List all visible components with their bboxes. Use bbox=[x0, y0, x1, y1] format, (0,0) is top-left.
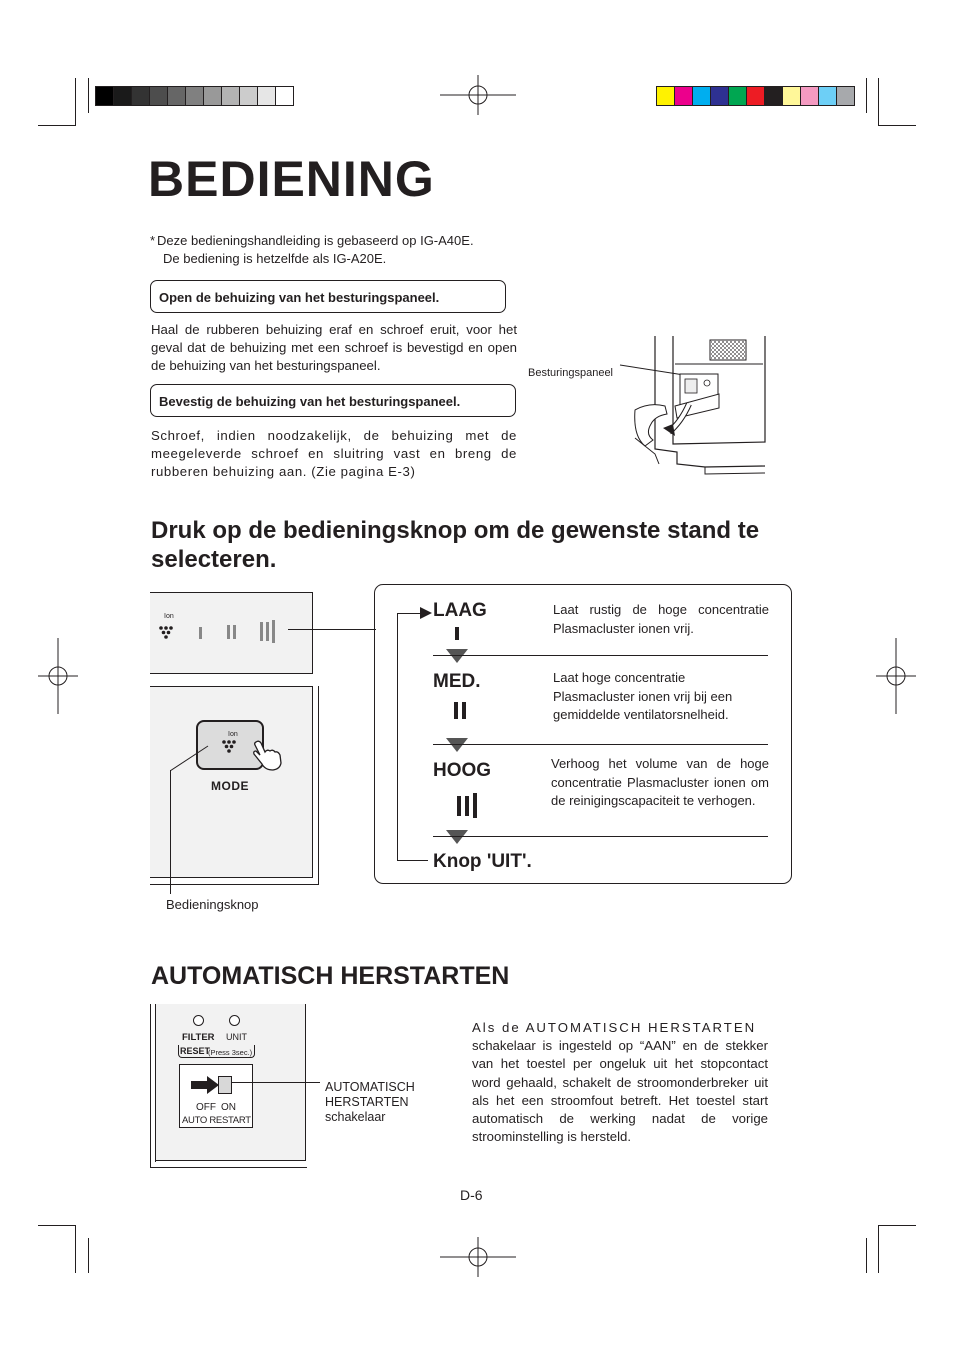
color-swatch bbox=[693, 87, 711, 105]
unit-label: UNIT bbox=[226, 1032, 247, 1042]
stand-med-bars bbox=[462, 702, 466, 719]
reset-hint: (Press 3sec.) bbox=[208, 1048, 253, 1057]
auto-restart-switch[interactable] bbox=[218, 1076, 232, 1094]
panel-label: Besturingspaneel bbox=[528, 367, 614, 379]
ion-label: Ion bbox=[228, 731, 238, 738]
crop-mark bbox=[866, 1238, 867, 1273]
crop-mark bbox=[878, 1225, 916, 1226]
stand-high-desc: Verhoog het volume van de hoge concentratie Plasmacluster ionen om de reinigingscapaciteit te verhogen. bbox=[551, 756, 769, 808]
level-med-indicator bbox=[227, 625, 230, 639]
panel-frame-line bbox=[318, 686, 319, 884]
crop-mark bbox=[38, 1225, 76, 1226]
color-swatch bbox=[801, 87, 819, 105]
stand-high-bars bbox=[457, 796, 461, 816]
filter-label: FILTER bbox=[182, 1032, 215, 1043]
pointing-hand-icon bbox=[250, 738, 284, 772]
color-swatch bbox=[819, 87, 837, 105]
color-swatch bbox=[783, 87, 801, 105]
stand-low-bars bbox=[455, 627, 459, 640]
level-med-indicator bbox=[233, 625, 236, 639]
color-swatch bbox=[96, 87, 114, 105]
mode-label: MODE bbox=[211, 779, 249, 793]
connector-line bbox=[288, 629, 376, 630]
cycle-line bbox=[397, 613, 398, 860]
arrow-down-icon bbox=[446, 738, 468, 752]
off-label: OFF bbox=[196, 1102, 216, 1113]
page-number: D-6 bbox=[460, 1187, 483, 1203]
crop-mark bbox=[878, 125, 916, 126]
level-high-indicator bbox=[266, 622, 269, 641]
panel-frame-line bbox=[150, 884, 319, 885]
fix-panel-text: Schroef, indien noodzakelijk, de behuizing met de meegeleverde schroef en sluitring vast en breng de rubberen behuizing aan. (Zie pagina E-3) bbox=[151, 428, 517, 479]
level-high-indicator bbox=[260, 622, 263, 641]
stand-high-label: HOOG bbox=[433, 760, 492, 781]
color-swatch bbox=[168, 87, 186, 105]
stand-med-desc: Laat hoge concentratie Plasmacluster ionen vrij bij een gemiddelde ventilatorsnelheid. bbox=[553, 670, 733, 722]
ion-label: Ion bbox=[164, 613, 174, 620]
filter-indicator-light bbox=[193, 1015, 204, 1026]
crop-mark bbox=[75, 78, 76, 126]
stand-low-label: LAAG bbox=[433, 600, 487, 621]
stand-med-bars bbox=[454, 702, 458, 719]
color-swatch bbox=[711, 87, 729, 105]
arrow-right-icon bbox=[191, 1076, 221, 1094]
plasmacluster-icon bbox=[220, 738, 242, 760]
auto-restart-heading: AUTOMATISCH HERSTARTEN bbox=[151, 962, 510, 990]
color-swatch bbox=[204, 87, 222, 105]
stand-med-label: MED. bbox=[433, 671, 481, 692]
unit-indicator-light bbox=[229, 1015, 240, 1026]
note-line: De bediening is hetzelfde als IG-A20E. bbox=[163, 251, 387, 266]
color-bar bbox=[656, 86, 855, 106]
connector-line bbox=[170, 744, 210, 774]
crop-mark bbox=[878, 78, 879, 126]
auto-restart-label: AUTO RESTART bbox=[182, 1115, 251, 1126]
stand-high-bars bbox=[465, 796, 469, 816]
registration-mark bbox=[876, 638, 916, 714]
color-swatch bbox=[837, 87, 854, 105]
stand-low-desc: Laat rustig de hoge concentratie Plasmacluster ionen vrij. bbox=[553, 602, 769, 636]
crop-mark bbox=[88, 1238, 89, 1273]
level-low-indicator bbox=[199, 627, 202, 639]
arrow-right-icon bbox=[420, 607, 432, 619]
color-swatch bbox=[258, 87, 276, 105]
color-swatch bbox=[132, 87, 150, 105]
color-swatch bbox=[765, 87, 783, 105]
panel-frame-line bbox=[155, 1004, 156, 1162]
registration-mark bbox=[440, 75, 516, 115]
reset-label: RESET bbox=[180, 1046, 211, 1056]
crop-mark bbox=[75, 1225, 76, 1273]
registration-mark bbox=[38, 638, 78, 714]
level-high-indicator bbox=[272, 620, 275, 643]
model-note bbox=[150, 232, 474, 268]
switch-caption: AUTOMATISCH HERSTARTEN schakelaar bbox=[325, 1080, 415, 1124]
page-title: BEDIENING bbox=[148, 151, 435, 207]
registration-mark bbox=[440, 1237, 516, 1277]
crop-mark bbox=[878, 1225, 879, 1273]
connector-line bbox=[170, 770, 171, 894]
color-swatch bbox=[186, 87, 204, 105]
stand-divider bbox=[433, 836, 768, 837]
gray-color-bar bbox=[95, 86, 294, 106]
auto-restart-text: Als de AUTOMATISCH HERSTARTEN schakelaar is ingesteld op “AAN” en de stekker van het toestel per ongeluk uit het stopcontact word gehaald, schakelt de stroomonderbreker uit als het een stroomfout betreft. Het toestel start automatisch de werking nadat de vorige stroominstelling is hersteld. bbox=[472, 1020, 768, 1145]
color-swatch bbox=[657, 87, 675, 105]
color-swatch bbox=[276, 87, 293, 105]
color-swatch bbox=[222, 87, 240, 105]
stand-off-label: Knop 'UIT'. bbox=[433, 851, 532, 872]
connector-line bbox=[232, 1082, 320, 1083]
arrow-down-icon bbox=[446, 830, 468, 844]
open-panel-heading: Open de behuizing van het besturingspaneel. bbox=[150, 280, 506, 313]
cycle-line bbox=[397, 860, 428, 861]
stand-divider bbox=[433, 744, 768, 745]
crop-mark bbox=[38, 125, 76, 126]
color-swatch bbox=[150, 87, 168, 105]
open-panel-text: Haal de rubberen behuizing eraf en schroef eruit, voor het geval dat de behuizing met een schroef is bevestigd en open de behuizing van het besturingspaneel. bbox=[151, 322, 517, 373]
plasmacluster-icon bbox=[157, 618, 181, 642]
stand-divider bbox=[433, 655, 768, 656]
color-swatch bbox=[729, 87, 747, 105]
on-label: ON bbox=[221, 1102, 236, 1113]
panel-frame-line bbox=[150, 1167, 307, 1168]
stand-high-bars bbox=[473, 793, 477, 818]
color-swatch bbox=[240, 87, 258, 105]
color-swatch bbox=[747, 87, 765, 105]
mode-heading: Druk op de bedieningsknop om de gewenste stand te selecteren. bbox=[151, 517, 760, 573]
device-illustration bbox=[615, 334, 775, 484]
crop-mark bbox=[866, 78, 867, 113]
note-line: Deze bedieningshandleiding is gebaseerd op IG-A40E. bbox=[157, 233, 474, 248]
color-swatch bbox=[675, 87, 693, 105]
panel-frame-line bbox=[150, 1004, 151, 1168]
arrow-down-icon bbox=[446, 649, 468, 663]
button-caption: Bedieningsknop bbox=[166, 897, 259, 912]
note-marker: * bbox=[150, 233, 156, 248]
fix-panel-heading: Bevestig de behuizing van het besturingspaneel. bbox=[150, 384, 516, 417]
crop-mark bbox=[88, 78, 89, 113]
color-swatch bbox=[114, 87, 132, 105]
